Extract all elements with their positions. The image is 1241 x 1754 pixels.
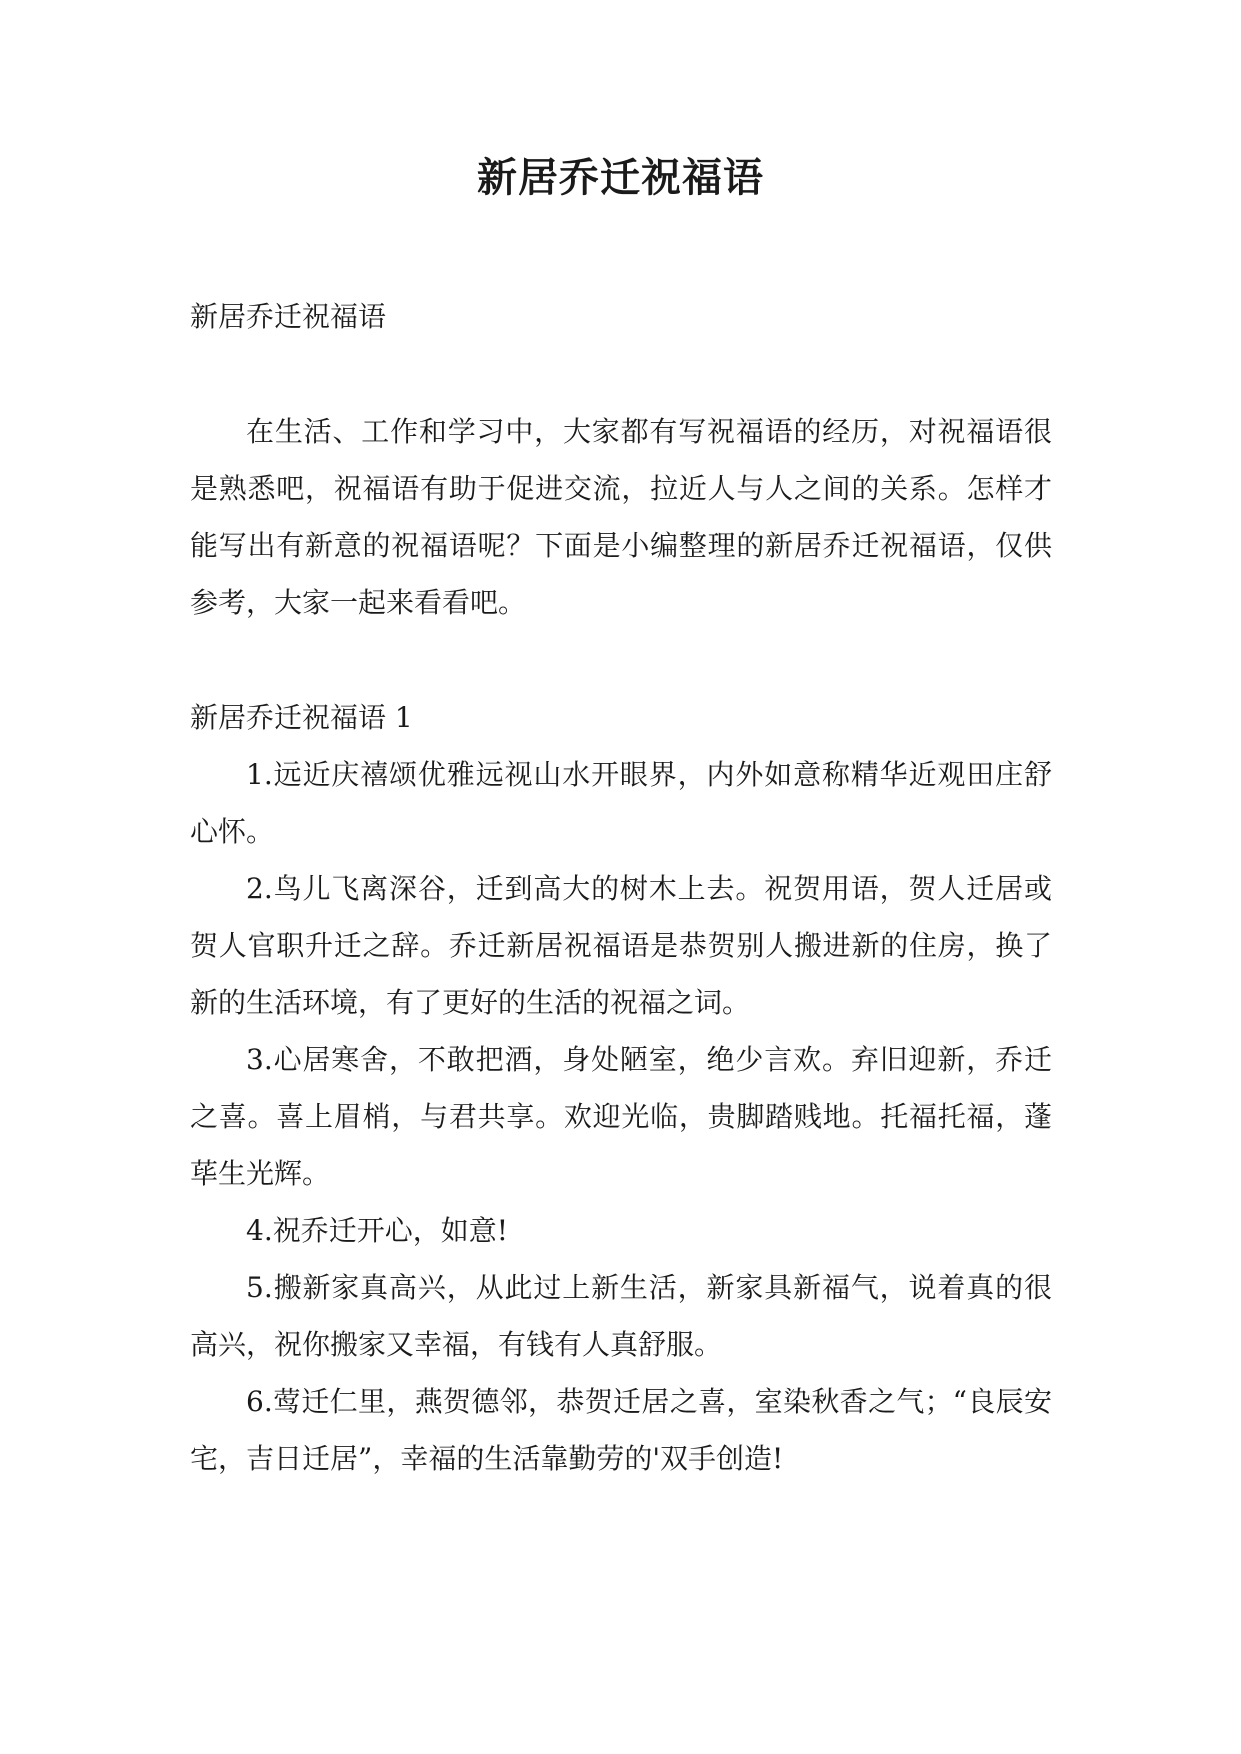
list-item: 3.心居寒舍，不敢把酒，身处陋室，绝少言欢。弃旧迎新，乔迁之喜。喜上眉梢，与君共享。欢迎光临，贵脚踏贱地。托福托福，蓬荜生光辉。 xyxy=(190,1043,1052,1190)
section-heading: 新居乔迁祝福语 1 xyxy=(190,701,413,734)
document-title: 新居乔迁祝福语 xyxy=(477,154,764,201)
list-item: 6.莺迁仁里，燕贺德邻，恭贺迁居之喜，室染秋香之气；“良辰安宅，吉日迁居”，幸福的生活靠勤劳的'双手创造! xyxy=(190,1385,1052,1475)
list-item: 5.搬新家真高兴，从此过上新生活，新家具新福气，说着真的很高兴，祝你搬家又幸福，有钱有人真舒服。 xyxy=(190,1271,1052,1361)
document-body xyxy=(190,288,1052,1487)
document-subtitle: 新居乔迁祝福语 xyxy=(190,300,387,333)
list-item: 4.祝乔迁开心，如意! xyxy=(246,1214,508,1247)
intro-paragraph: 在生活、工作和学习中，大家都有写祝福语的经历，对祝福语很是熟悉吧，祝福语有助于促进交流，拉近人与人之间的关系。怎样才能写出有新意的祝福语呢？下面是小编整理的新居乔迁祝福语，仅供参考，大家一起来看看吧。 xyxy=(190,415,1052,619)
list-item: 1.远近庆禧颂优雅远视山水开眼界，内外如意称精华近观田庄舒心怀。 xyxy=(190,758,1052,848)
list-item: 2.鸟儿飞离深谷，迁到高大的树木上去。祝贺用语，贺人迁居或贺人官职升迁之辞。乔迁新居祝福语是恭贺别人搬进新的住房，换了新的生活环境，有了更好的生活的祝福之词。 xyxy=(190,872,1052,1019)
